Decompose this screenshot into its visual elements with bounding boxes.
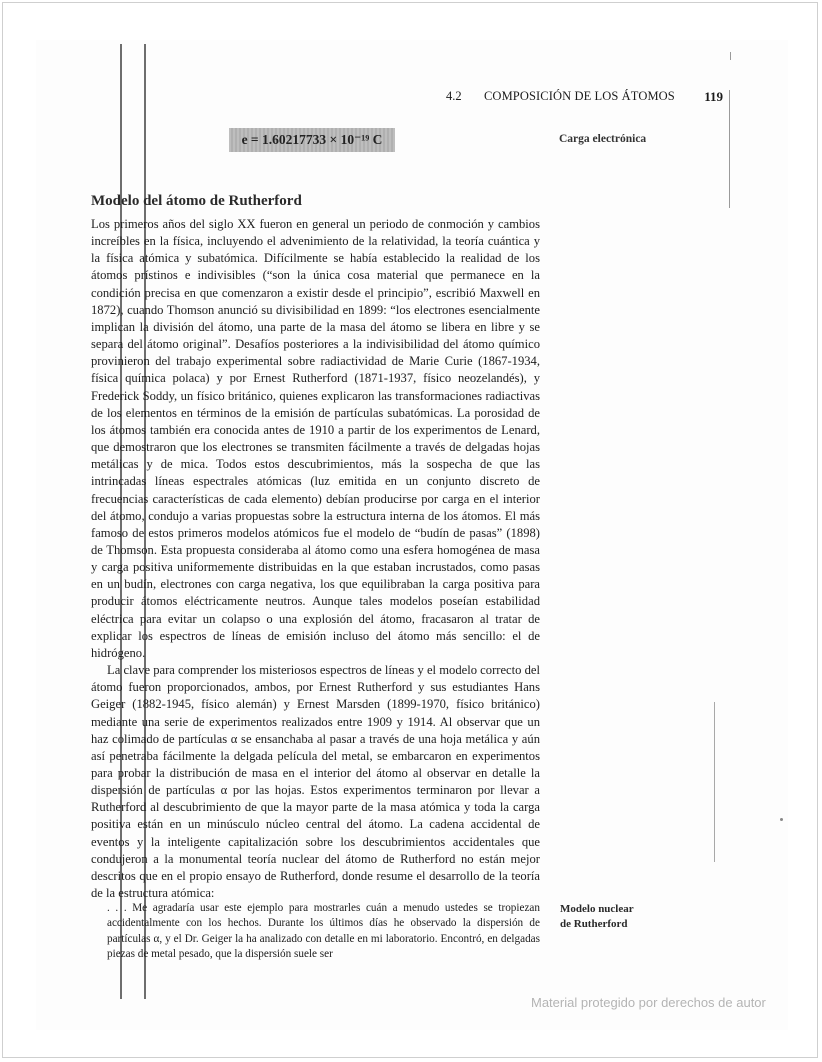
paragraph: Los primeros años del siglo XX fueron en general un periodo de conmoción y cambios increíbles en la física, incluyendo el advenimiento de la relatividad, la teoría cuántica y la física atómica y subatómica. Difícilmente se había establecido la realidad de los átomos prístinos e indivisibles (“son la única cosa material que permanece en la condición precisa en que comenzaron a existir desde el principio”, escribió Maxwell en 1872), cuando Thomson anunció su divisibilidad en 1899: “los electrones esencialmente implican la división del átomo, una parte de la masa del átomo se libera en libre y se separa del átomo original”. Desafíos posteriores a la indivisibilidad del átomo químico provinieron del trabajo experimental sobre radiactividad de Marie Curie (1867-1934, física química polaca) y por Ernest Rutherford (1871-1937, físico neozelandés), y Frederick Soddy, un físico británico, quienes explicaron las transformaciones radiactivas de los elementos en términos de la emisión de partículas subatómicas. La porosidad de los átomos también era conocida antes de 1910 a partir de los experimentos de Lenard, que demostraron que los electrones se transmiten fácilmente a través de delgadas hojas metálicas y de mica. Todos estos descubrimientos, más la sospecha de que las intrincadas líneas espectrales atómicas (luz emitida en un conjunto discreto de frecuencias características de cada elemento) debían producirse por carga en el interior del átomo, condujo a varias propuestas sobre la estructura interna de los átomos. El más famoso de estos primeros modelos atómicos fue el modelo de “budín de pasas” (1898) de Thomson. Esta propuesta consideraba al átomo como una esfera homogénea de masa y carga positiva uniformemente distribuidas en la que estaban incrustados, como pasas en un budín, electrones con carga negativa, los que equilibraban la carga positiva para producir átomos eléctricamente neutros. Aunque tales modelos poseían estabilidad eléctrica para evitar un colapso o una explosión del átomo, fracasaron al tratar de explicar los espectros de líneas de emisión incluso del átomo más sencillo: el de hidrógeno. xyxy=(91,217,540,660)
running-header xyxy=(446,89,726,105)
page-number: 119 xyxy=(704,89,723,104)
quote-text: . . . Me agradaría usar este ejemplo para mostrarles cuán a menudo ustedes se tropiezan accidentalmente con los hechos. Durante los últimos días he observado la dispersión de partículas α, y el Dr. Geiger la ha analizado con detalle en mi laboratorio. Encontró, en delgadas piezas de metal pesado, que la dispersión suele ser xyxy=(107,902,540,960)
section-title: Modelo del átomo de Rutherford xyxy=(91,193,302,209)
margin-note-line: de Rutherford xyxy=(560,918,628,930)
margin-rule xyxy=(714,702,715,862)
section-number: 4.2 xyxy=(446,89,462,103)
chapter-title: COMPOSICIÓN DE LOS ÁTOMOS xyxy=(484,89,675,103)
scan-speck xyxy=(780,818,783,821)
margin-rule xyxy=(729,90,730,208)
rutherford-quote xyxy=(107,901,540,962)
margin-note-line: Modelo nuclear xyxy=(560,903,634,915)
electron-charge-equation: e = 1.60217733 × 10⁻¹⁹ C xyxy=(229,128,395,152)
body-text xyxy=(91,216,540,902)
margin-rule xyxy=(730,52,731,60)
paragraph: La clave para comprender los misteriosos espectros de líneas y el modelo correcto del átomo fueron proporcionados, ambos, por Ernest Rutherford y sus estudiantes Hans Geiger (1882-1945, físico alemán) y Ernest Marsden (1899-1970, físico británico) mediante una serie de experimentos realizados entre 1909 y 1914. Al observar que un haz colimado de partículas α se ensanchaba al pasar a través de una hoja metálica y aún así penetraba fácilmente la delgada película del metal, se embarcaron en experimentos para probar la distribución de masa en el interior del átomo al observar en detalle la dispersión de partículas α por las hojas. Estos experimentos terminaron por llevar a Rutherford al descubrimiento de que la mayor parte de la masa atómica y toda la carga positiva están en un minúsculo núcleo central del átomo. La cadena accidental de eventos y la inteligente capitalización sobre los descubrimientos accidentales que condujeron a la monumental teoría nuclear del átomo de Rutherford no están mejor descritos que en el propio ensayo de Rutherford, donde resume el desarrollo de la teoría de la estructura atómica: xyxy=(91,663,540,901)
copyright-watermark: Material protegido por derechos de autor xyxy=(531,995,766,1010)
margin-note-modelo-nuclear xyxy=(560,902,634,932)
margin-note-carga: Carga electrónica xyxy=(559,133,647,145)
